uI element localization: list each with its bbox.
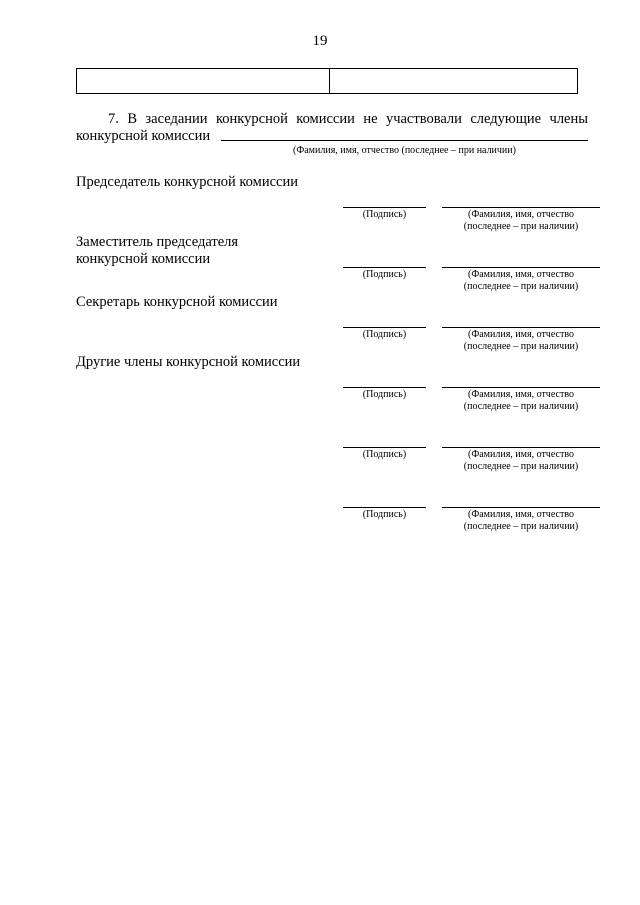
signature-line[interactable] [343,387,426,388]
name-label-line1: (Фамилия, имя, отчество [468,389,574,400]
deputy-label-line2: конкурсной комиссии [76,251,211,267]
name-label-line1: (Фамилия, имя, отчество [468,449,574,460]
signature-label: (Подпись) [362,329,407,340]
table-divider [329,69,330,93]
page-number: 19 [312,33,328,49]
signature-line[interactable] [343,267,426,268]
name-line[interactable] [442,327,600,328]
deputy-label-line1: Заместитель председателя [76,234,239,250]
name-line[interactable] [442,387,600,388]
name-line[interactable] [442,447,600,448]
name-label-line1: (Фамилия, имя, отчество [468,209,574,220]
others-label: Другие члены конкурсной комиссии [76,354,301,370]
secretary-label: Секретарь конкурсной комиссии [76,294,278,310]
table-row [76,68,578,94]
signature-line[interactable] [343,447,426,448]
signature-line[interactable] [343,207,426,208]
name-label-line2: (последнее – при наличии) [463,221,579,232]
paragraph-7-line1: 7. В заседании конкурсной комиссии не участвовали следующие члены [108,111,588,127]
paragraph-7-line2: конкурсной комиссии [76,128,211,144]
name-label-line1: (Фамилия, имя, отчество [468,329,574,340]
name-line[interactable] [442,507,600,508]
absent-members-hint: (Фамилия, имя, отчество (последнее – при наличии) [293,145,516,156]
name-label-line2: (последнее – при наличии) [463,521,579,532]
signature-line[interactable] [343,507,426,508]
signature-label: (Подпись) [362,269,407,280]
absent-members-field[interactable] [221,140,588,141]
signature-label: (Подпись) [362,389,407,400]
signature-line[interactable] [343,327,426,328]
name-line[interactable] [442,207,600,208]
name-line[interactable] [442,267,600,268]
name-label-line1: (Фамилия, имя, отчество [468,269,574,280]
name-label-line1: (Фамилия, имя, отчество [468,509,574,520]
name-label-line2: (последнее – при наличии) [463,341,579,352]
signature-label: (Подпись) [362,209,407,220]
signature-label: (Подпись) [362,449,407,460]
chair-label: Председатель конкурсной комиссии [76,174,298,190]
name-label-line2: (последнее – при наличии) [463,461,579,472]
signature-label: (Подпись) [362,509,407,520]
name-label-line2: (последнее – при наличии) [463,281,579,292]
name-label-line2: (последнее – при наличии) [463,401,579,412]
